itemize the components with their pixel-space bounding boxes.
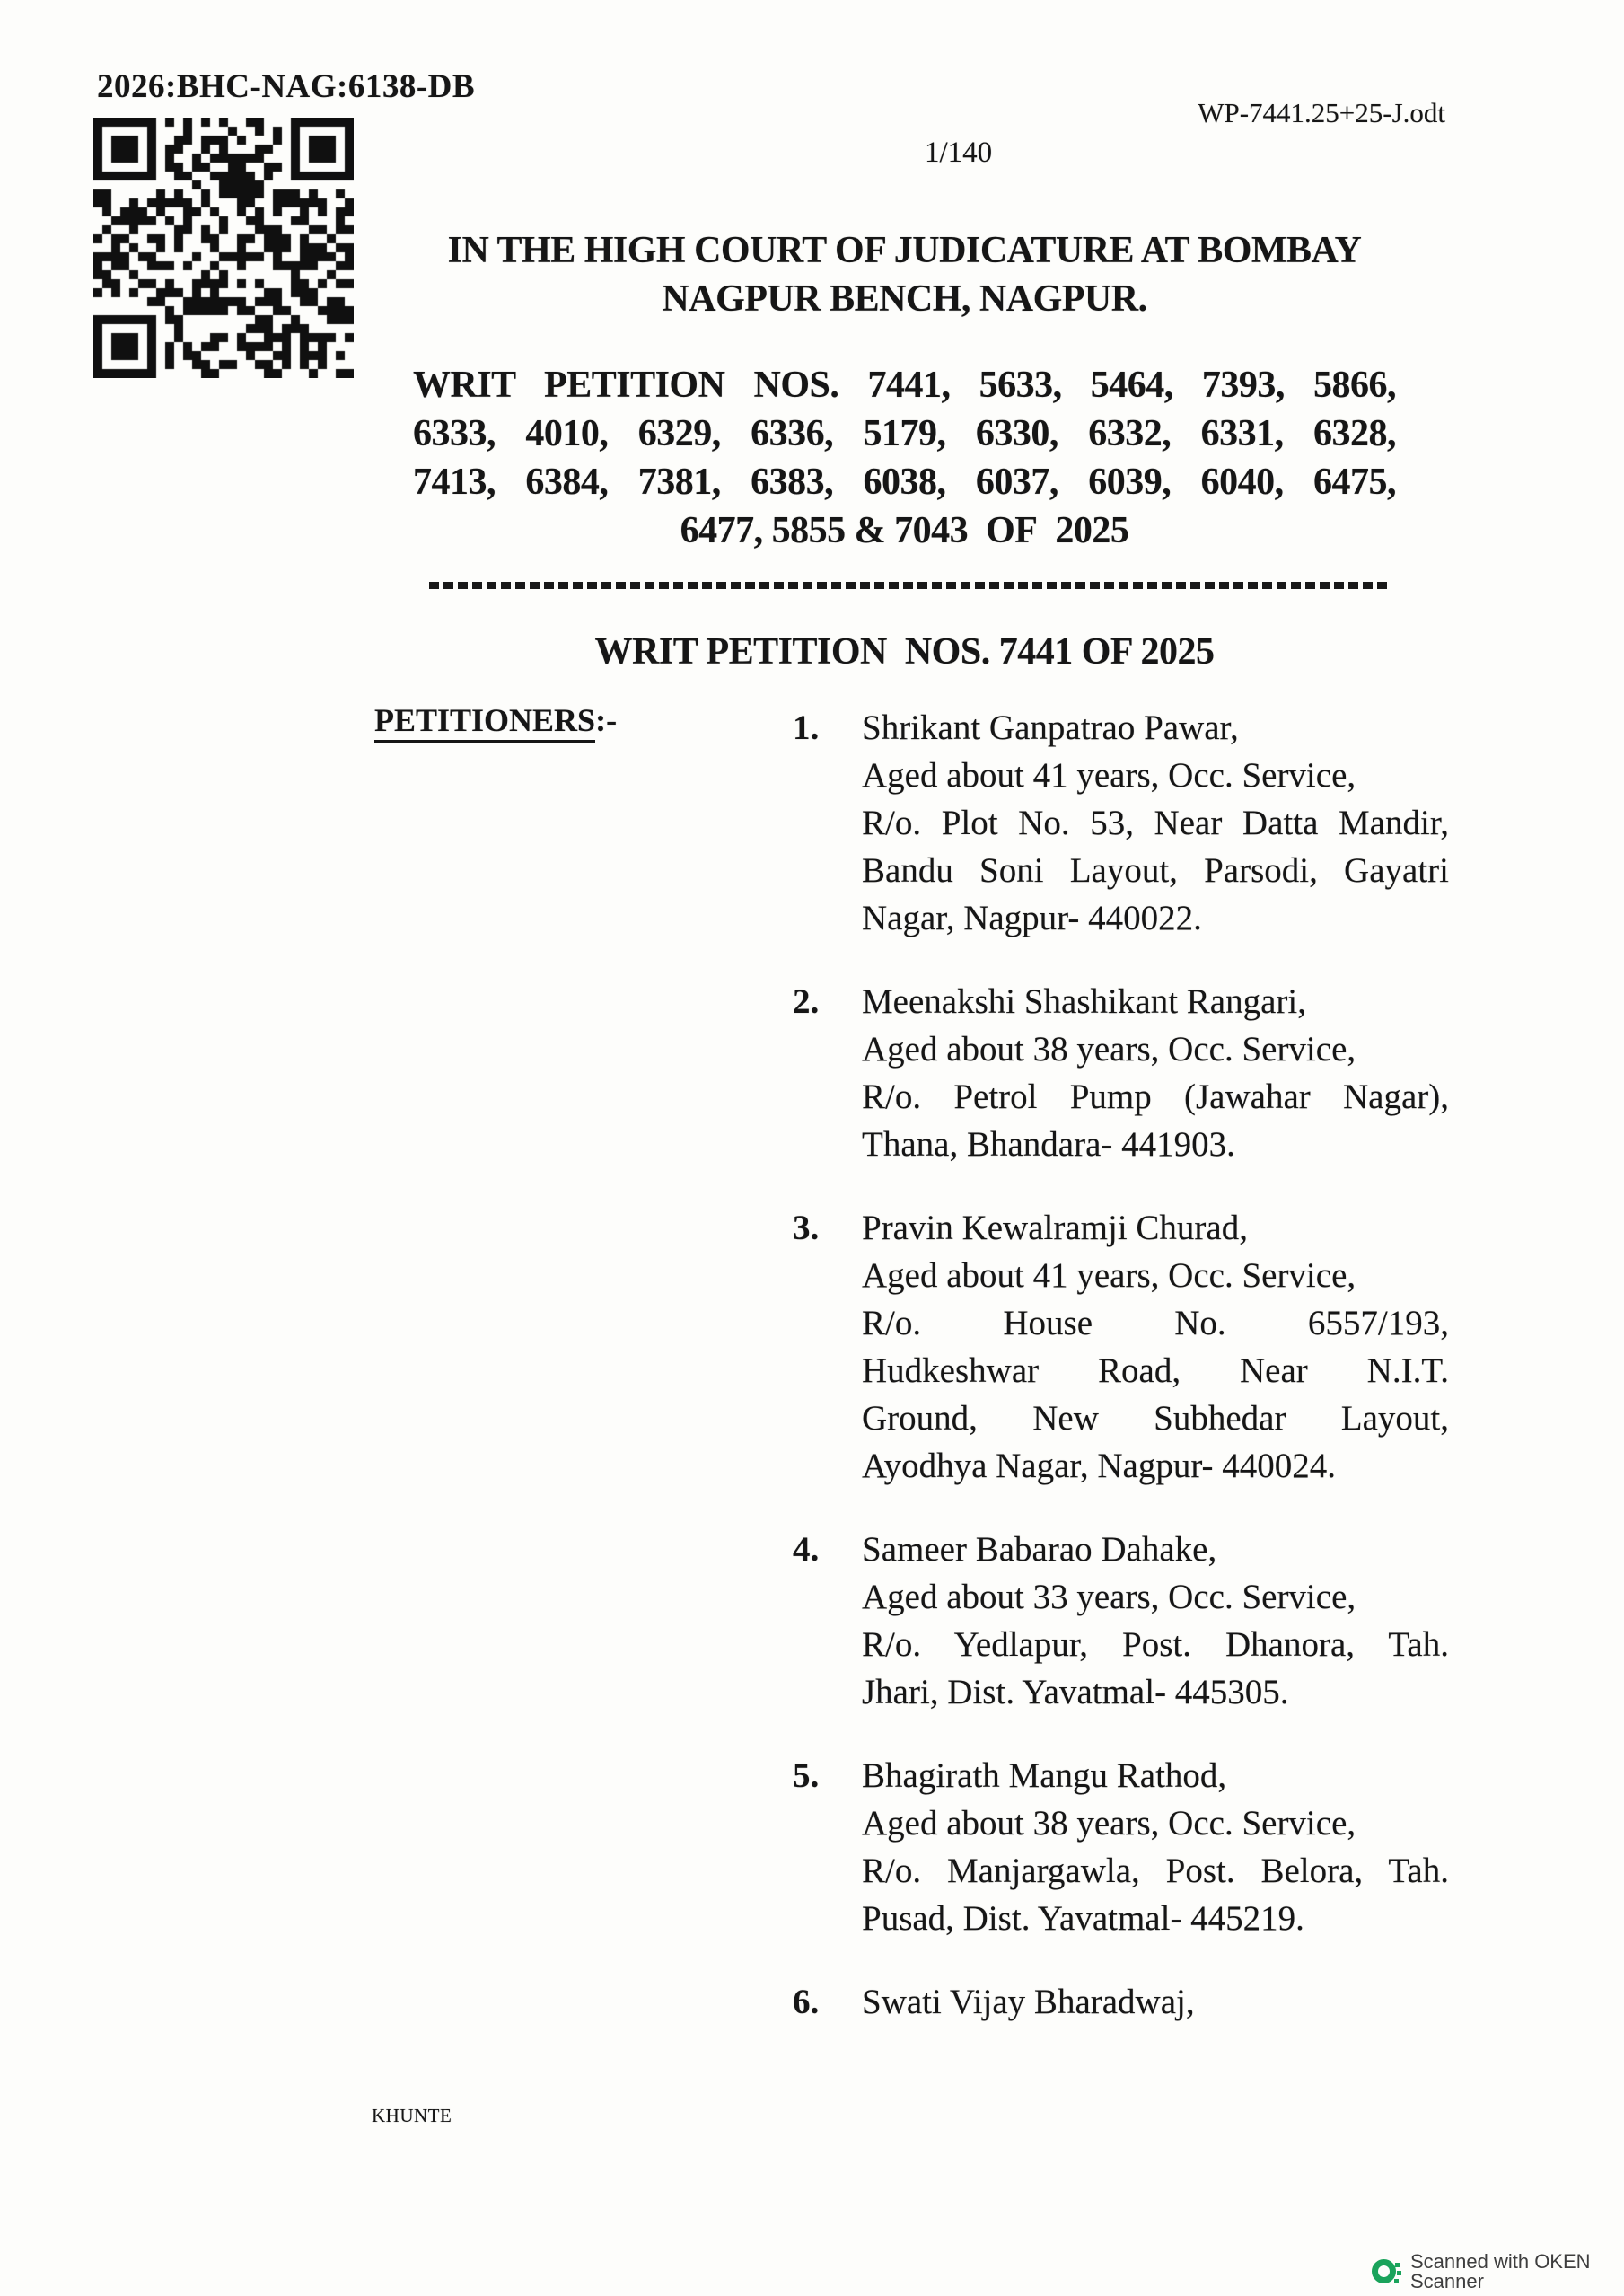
- petitioner-item: [793, 1978, 1449, 2026]
- stenographer-name: KHUNTE: [372, 2105, 452, 2126]
- petitioner-item: [793, 978, 1449, 1168]
- oken-ring-icon: [1372, 2259, 1396, 2283]
- petitioner-detail-line: Jhari, Dist. Yavatmal- 445305.: [862, 1673, 1289, 1711]
- petitioner-item: [793, 1752, 1449, 1942]
- petitioner-detail-line: R/o. House No. 6557/193,: [862, 1304, 1449, 1342]
- petitioner-number: 1.: [793, 708, 820, 747]
- writ-petition-numbers-line: 6333, 4010, 6329, 6336, 5179, 6330, 6332, 6331, 6328,: [413, 413, 1396, 454]
- petitioner-detail-line: Hudkeshwar Road, Near N.I.T.: [862, 1351, 1449, 1390]
- petitioner-detail-line: R/o. Manjargawla, Post. Belora, Tah.: [862, 1852, 1449, 1890]
- petitioner-details: [862, 978, 1449, 1168]
- petitioner-detail-line: Sameer Babarao Dahake,: [862, 1530, 1217, 1569]
- petitioner-detail-line: R/o. Plot No. 53, Near Datta Mandir,: [862, 804, 1449, 842]
- court-title: [413, 226, 1396, 323]
- oken-scanner-icon: [1372, 2257, 1400, 2286]
- qr-code: [93, 118, 354, 378]
- petitioner-detail-line: Thana, Bhandara- 441903.: [862, 1125, 1235, 1164]
- writ-petition-numbers-line: 6477, 5855 & 7043 OF 2025: [680, 510, 1129, 551]
- petitioner-detail-line: Swati Vijay Bharadwaj,: [862, 1983, 1195, 2021]
- petitioner-detail-line: Shrikant Ganpatrao Pawar,: [862, 708, 1239, 747]
- court-title-line1: IN THE HIGH COURT OF JUDICATURE AT BOMBAY: [447, 230, 1362, 271]
- petitioner-detail-line: R/o. Yedlapur, Post. Dhanora, Tah.: [862, 1625, 1449, 1664]
- petitioner-details: [862, 704, 1449, 942]
- writ-petition-numbers-line: 7413, 6384, 7381, 6383, 6038, 6037, 6039, 6040, 6475,: [413, 462, 1396, 503]
- petitioner-detail-line: Meenakshi Shashikant Rangari,: [862, 982, 1306, 1021]
- petitioner-detail-line: Aged about 33 years, Occ. Service,: [862, 1578, 1356, 1616]
- petitioner-detail-line: Bhagirath Mangu Rathod,: [862, 1756, 1227, 1795]
- petitioner-detail-line: Ground, New Subhedar Layout,: [862, 1399, 1449, 1438]
- petitioners-label-text: PETITIONERS: [374, 702, 595, 743]
- petitioner-number: 6.: [793, 1983, 820, 2021]
- petitioner-details: [862, 1752, 1449, 1942]
- writ-petition-numbers-line: WRIT PETITION NOS. 7441, 5633, 5464, 7393, 5866,: [413, 365, 1396, 406]
- petitioner-detail-line: Aged about 41 years, Occ. Service,: [862, 756, 1356, 795]
- petitioner-detail-line: R/o. Petrol Pump (Jawahar Nagar),: [862, 1078, 1449, 1116]
- petitioner-detail-line: Aged about 41 years, Occ. Service,: [862, 1256, 1356, 1295]
- petitioner-number: 2.: [793, 982, 820, 1021]
- petitioner-item: [793, 1204, 1449, 1490]
- petitioner-details: [862, 1204, 1449, 1490]
- petitioner-details: [862, 1978, 1449, 2026]
- case-heading: WRIT PETITION NOS. 7441 OF 2025: [594, 631, 1215, 673]
- separator-dashed-line: [429, 582, 1391, 589]
- petitioner-item: [793, 1526, 1449, 1716]
- petitioners-label-suffix: :-: [595, 702, 618, 738]
- petitioner-detail-line: Bandu Soni Layout, Parsodi, Gayatri: [862, 851, 1449, 890]
- page-number: 1/140: [925, 136, 993, 169]
- petitioner-details: [862, 1526, 1449, 1716]
- petitioner-detail-line: Pravin Kewalramji Churad,: [862, 1209, 1248, 1247]
- scanner-watermark-text: Scanned with OKEN Scanner: [1410, 2250, 1591, 2292]
- petitioner-number: 3.: [793, 1209, 820, 1247]
- petitioners-label: [374, 702, 617, 739]
- petitioner-detail-line: Pusad, Dist. Yavatmal- 445219.: [862, 1899, 1304, 1938]
- petitioner-item: [793, 704, 1449, 942]
- document-file-name: WP-7441.25+25-J.odt: [1198, 97, 1445, 128]
- scanner-watermark: [1372, 2252, 1624, 2292]
- petitioner-number: 5.: [793, 1756, 820, 1795]
- petitioner-detail-line: Ayodhya Nagar, Nagpur- 440024.: [862, 1447, 1337, 1485]
- petitioner-detail-line: Aged about 38 years, Occ. Service,: [862, 1030, 1356, 1069]
- cnr-number: 2026:BHC-NAG:6138-DB: [97, 68, 476, 105]
- petitioner-detail-line: Nagar, Nagpur- 440022.: [862, 899, 1202, 937]
- petitioners-list: [793, 704, 1449, 2062]
- petitioner-number: 4.: [793, 1530, 820, 1569]
- writ-petition-numbers: [413, 361, 1396, 555]
- petitioner-detail-line: Aged about 38 years, Occ. Service,: [862, 1804, 1356, 1843]
- court-title-line2: NAGPUR BENCH, NAGPUR.: [662, 278, 1147, 320]
